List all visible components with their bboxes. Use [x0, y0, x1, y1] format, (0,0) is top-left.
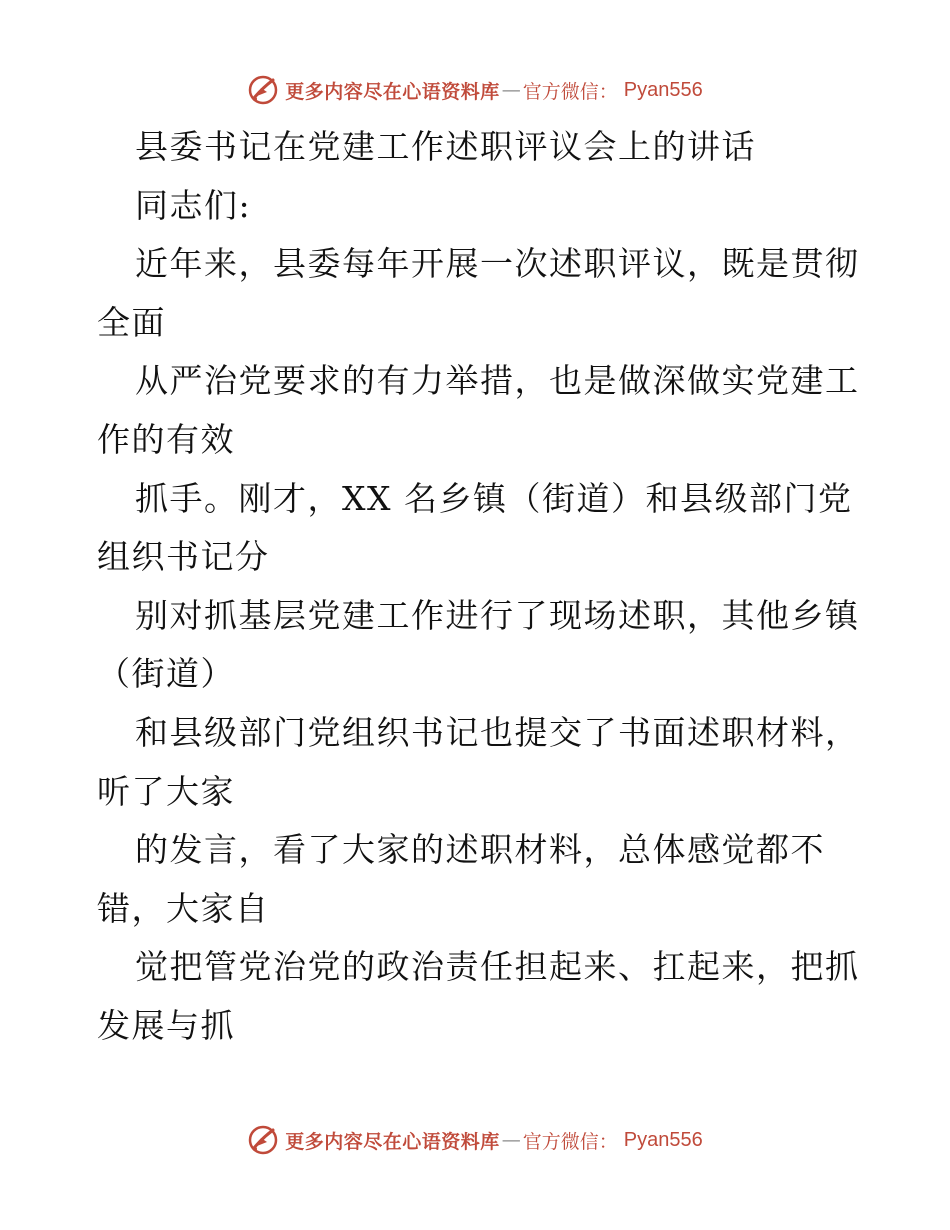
watermark-colon: ： [598, 1130, 618, 1153]
watermark-brand-text: 更多内容尽在心语资料库 [285, 80, 500, 103]
paragraph-line: 错，大家自 [97, 888, 270, 928]
watermark-dash: — [501, 79, 521, 101]
document-title: 县委书记在党建工作述职评议会上的讲话 [135, 127, 756, 166]
paragraph-line: 作的有效 [97, 419, 235, 459]
paragraph-line: 的发言，看了大家的述职材料，总体感觉都不 [135, 830, 825, 870]
paragraph-line: 组织书记分 [97, 537, 270, 577]
paragraph-line: 发展与抓 [97, 1005, 235, 1045]
paragraph-line: 觉把管党治党的政治责任担起来、扛起来，把抓 [135, 947, 860, 987]
paragraph-line: 听了大家 [97, 771, 235, 811]
paragraph-line: 全面 [97, 302, 166, 342]
pen-circle-logo-icon [247, 74, 279, 106]
watermark-wechat-id: Pyan556 [623, 1128, 703, 1151]
paragraph-line: 从严治党要求的有力举措，也是做深做实党建工 [135, 361, 860, 401]
paragraph-line: （街道） [97, 654, 235, 694]
watermark-dash: — [501, 1129, 521, 1151]
paragraph-line: 抓手。刚才，XX 名乡镇（街道）和县级部门党 [135, 478, 853, 518]
footer-watermark [0, 1120, 950, 1160]
watermark-wechat-label: 官方微信 [522, 1130, 599, 1153]
watermark-brand-text: 更多内容尽在心语资料库 [285, 1130, 500, 1153]
header-watermark [0, 70, 950, 110]
paragraph-line: 别对抓基层党建工作进行了现场述职，其他乡镇 [135, 595, 860, 635]
watermark-colon: ： [598, 80, 618, 103]
document-body [97, 118, 860, 1056]
paragraph-line: 和县级部门党组织书记也提交了书面述职材料， [135, 712, 860, 752]
paragraph-line: 近年来，县委每年开展一次述职评议，既是贯彻 [135, 244, 860, 284]
watermark-wechat-id: Pyan556 [623, 78, 703, 101]
salutation: 同志们: [135, 185, 252, 225]
watermark-wechat-label: 官方微信 [522, 80, 599, 103]
pen-circle-logo-icon [247, 1124, 279, 1156]
